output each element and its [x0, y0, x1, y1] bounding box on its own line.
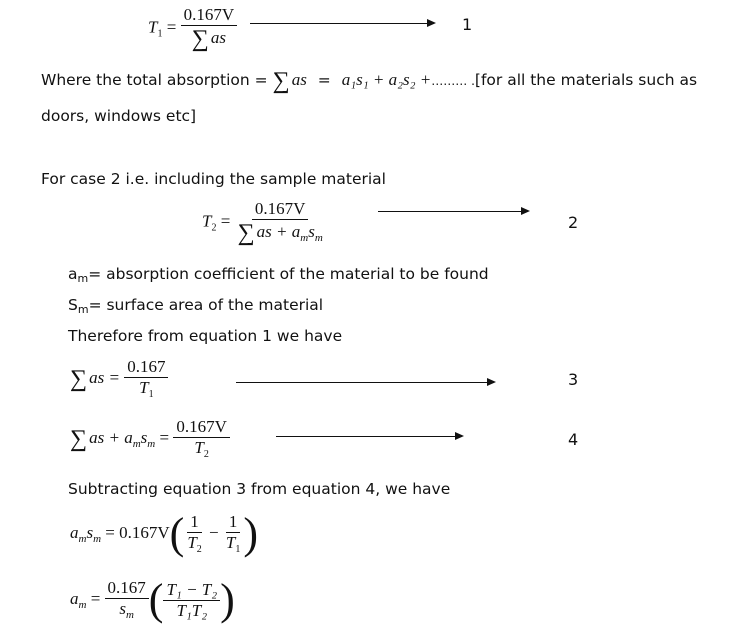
- absorption-definition: Where the total absorption = ∑ as = a₁s₁ + a₂s₂ +……… .[for all the materials such as: [41, 68, 698, 94]
- am-definition: am= absorption coefficient of the material to be found: [68, 265, 489, 285]
- therefore-text: Therefore from equation 1 we have: [68, 327, 343, 345]
- equation-number-1: 1: [462, 15, 473, 34]
- arrow-2: [378, 211, 528, 212]
- equation-number-3: 3: [568, 370, 579, 389]
- case-2-heading: For case 2 i.e. including the sample material: [41, 170, 386, 188]
- arrow-4: [276, 436, 462, 437]
- subtracting-text: Subtracting equation 3 from equation 4, we have: [68, 480, 451, 498]
- equation-5: $a_ms_m = 0.167V$( $\frac{1}{T_2}$ − $\frac{1}{T_1}$ ): [70, 509, 258, 558]
- equation-3: ∑ as = $\frac{0.167}{T_1}$: [70, 358, 168, 400]
- equation-number-2: 2: [568, 213, 579, 232]
- equation-1: $T_1$ = $\frac{0.167V}{\sum as}$: [148, 6, 237, 51]
- equation-2: $T_2$ = $\frac{0.167V}{\sum as + a_ms_m}$: [202, 199, 323, 246]
- equation-4: ∑ as + $a_ms_m$ = $\frac{0.167V}{T_2}$: [70, 418, 230, 460]
- equation-number-4: 4: [568, 430, 579, 449]
- arrow-1: [250, 23, 434, 24]
- sm-definition: Sm= surface area of the material: [68, 296, 324, 316]
- absorption-definition-line2: doors, windows etc]: [41, 107, 197, 125]
- equation-6: $a_m$ = $\frac{0.167}{s_m}$ ( $\frac{\text{T₁ − T₂}}{\text{T₁T₂}}$ ): [70, 575, 235, 624]
- arrow-3: [236, 382, 494, 383]
